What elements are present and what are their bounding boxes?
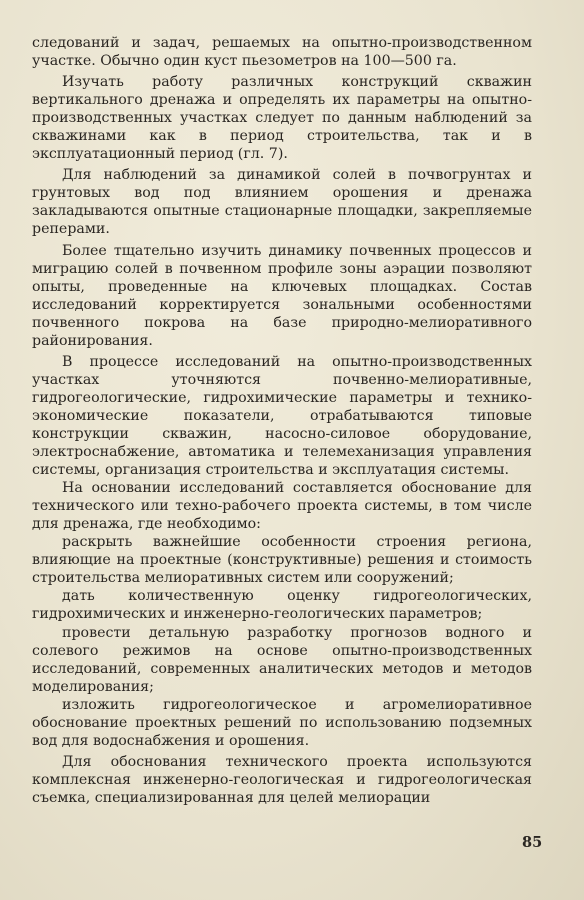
list-item-region-features: раскрыть важнейшие особенности строения региона, влияющие на проектные (конструктивные) решения и стоимость строительства мелиоративных систем или сооружений;: [32, 534, 532, 587]
paragraph-technical-project: Для обоснования технического проекта используются комплексная инженерно-геологическая и гидрогеологическая съемка, специализированная для целей мелиорации: [32, 753, 532, 806]
paragraph-research-process: В процессе исследований на опытно-производственных участках уточняются почвенно-мелиоративные, гидрогеологические, гидрохимические параметры и технико-экономические показатели, отрабатываются типовые конструкции скважин, насосно-силовое оборудование, электроснабжение, автоматика и телемеханизация управления системы, организация строительства и эксплуатация системы.: [32, 353, 532, 479]
page-number: 85: [522, 834, 543, 851]
page-body-text: [32, 34, 532, 807]
paragraph-salt-dynamics: Для наблюдений за динамикой солей в почвогрунтах и грунтовых вод под влиянием орошения и дренажа закладываются опытные стационарные площадки, закрепляемые реперами.: [32, 167, 532, 238]
list-item-justification: изложить гидрогеологическое и агромелиоративное обоснование проектных решений по использованию подземных вод для водоснабжения и орошения.: [32, 696, 532, 749]
paragraph-drainage-wells: Изучать работу различных конструкций скважин вертикального дренажа и определять их параметры на опытно-производственных участках следует по данным наблюдений за скважинами как в период строительства, так и в эксплуатационный период (гл. 7).: [32, 74, 532, 163]
paragraph-soil-processes: Более тщательно изучить динамику почвенных процессов и миграцию солей в почвенном профиле зоны аэрации позволяют опыты, проведенные на ключевых площадках. Состав исследований корректируется зональными особенностями почвенного покрова на базе природно-мелиоративного районирования.: [32, 242, 532, 349]
paragraph-project-basis: На основании исследований составляется обоснование для технического или техно-рабочего проекта системы, в том числе для дренажа, где необходимо:: [32, 480, 532, 533]
list-item-parameters: дать количественную оценку гидрогеологических, гидрохимических и инженерно-геологических параметров;: [32, 588, 532, 623]
list-item-forecasts: провести детальную разработку прогнозов водного и солевого режимов на основе опытно-производственных исследований, современных аналитических методов и методов моделирования;: [32, 624, 532, 695]
paragraph-continuation: следований и задач, решаемых на опытно-производственном участке. Обычно один куст пьезометров на 100—500 га.: [32, 35, 532, 70]
